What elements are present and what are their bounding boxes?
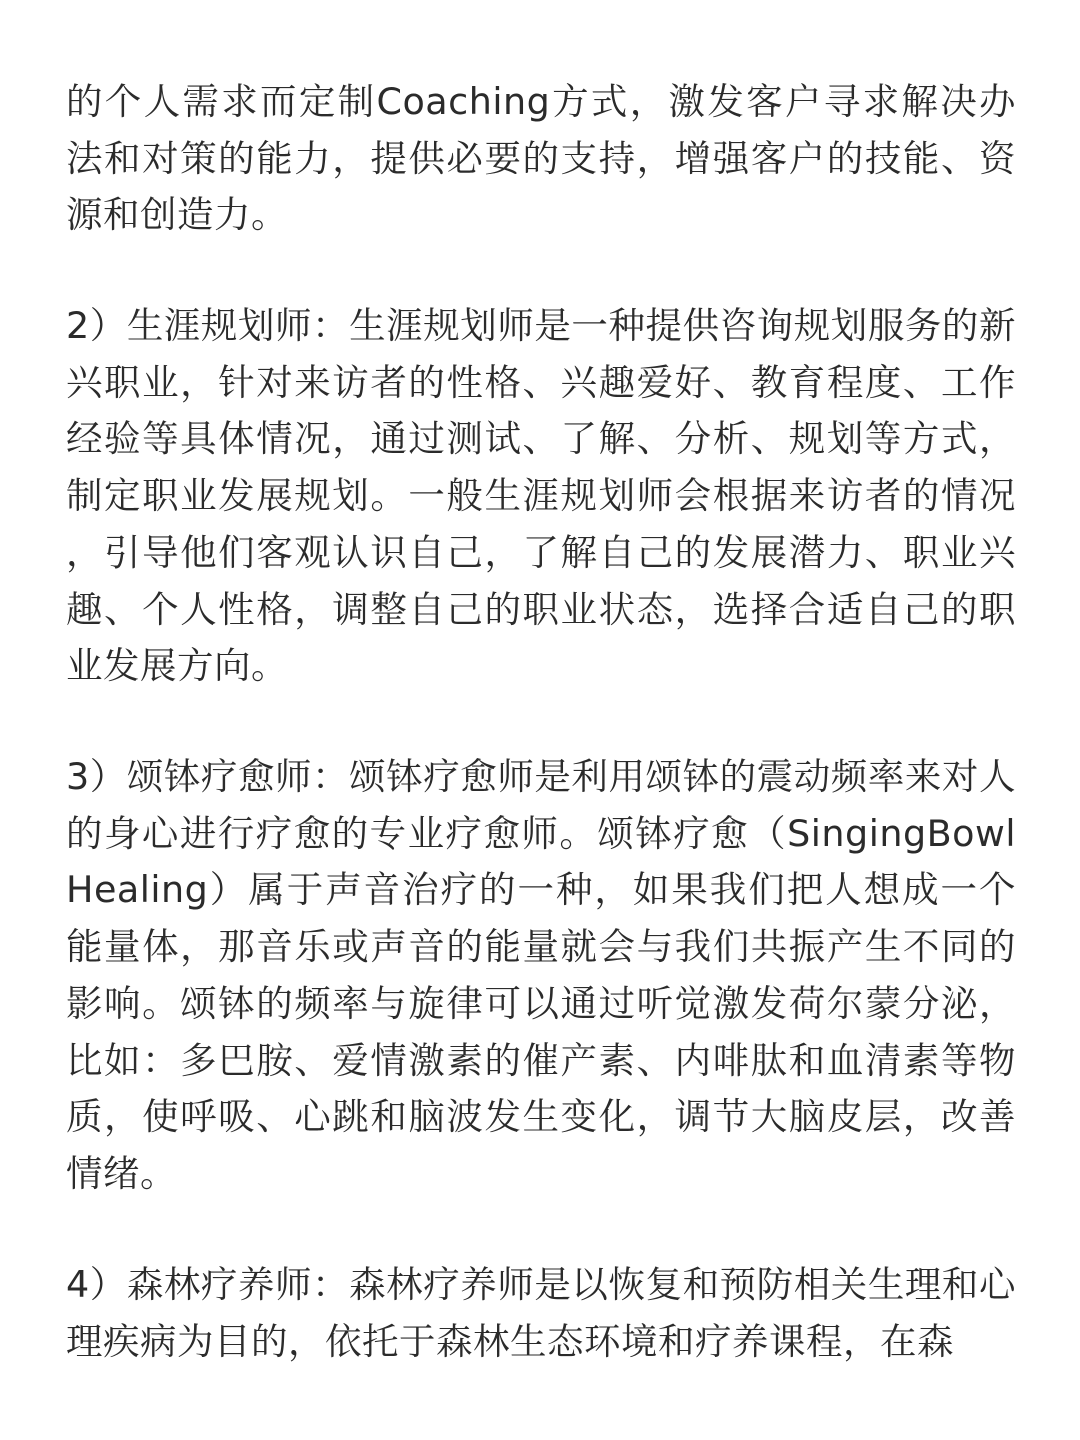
paragraph-coaching-continuation: 的个人需求而定制Coaching方式，激发客户寻求解决办法和对策的能力，提供必要的支持，增强客户的技能、资源和创造力。	[66, 80, 1016, 237]
paragraph-singing-bowl-healer: 3）颂钵疗愈师：颂钵疗愈师是利用颂钵的震动频率来对人的身心进行疗愈的专业疗愈师。颂钵疗愈（SingingBowl Healing）属于声音治疗的一种，如果我们把人想成一个能量体，那音乐或声音的能量就会与我们共振产生不同的影响。颂钵的频率与旋律可以通过听觉激发荷尔蒙分泌，比如：多巴胺、爱情激素的催产素、内啡肽和血清素等物质，使呼吸、心跳和脑波发生变化，调节大脑皮层，改善情绪。	[66, 755, 1016, 1195]
paragraph-career-planner: 2）生涯规划师：生涯规划师是一种提供咨询规划服务的新兴职业，针对来访者的性格、兴趣爱好、教育程度、工作经验等具体情况，通过测试、了解、分析、规划等方式，制定职业发展规划。一般生涯规划师会根据来访者的情况，引导他们客观认识自己，了解自己的发展潜力、职业兴趣、个人性格，调整自己的职业状态，选择合适自己的职业发展方向。	[66, 304, 1016, 688]
paragraph-forest-therapist: 4）森林疗养师：森林疗养师是以恢复和预防相关生理和心理疾病为目的，依托于森林生态环境和疗养课程，在森	[66, 1263, 1016, 1363]
